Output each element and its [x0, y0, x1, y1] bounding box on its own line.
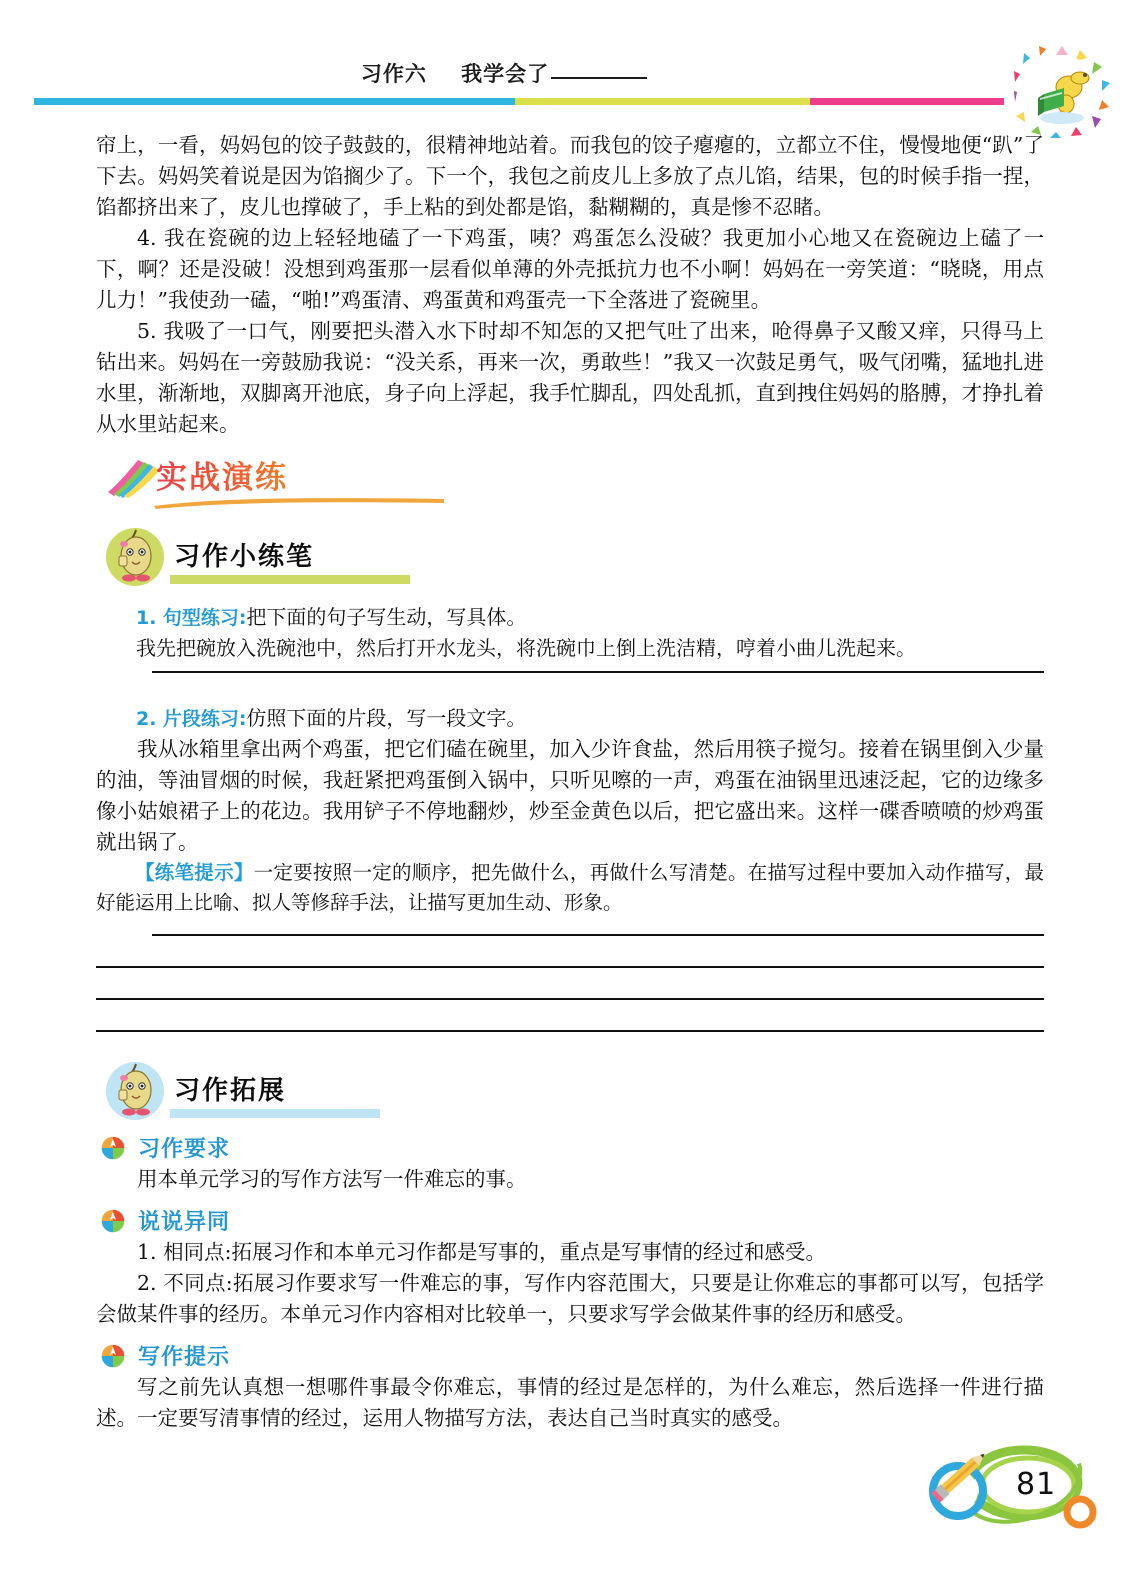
tip-tag: 【练笔提示】: [135, 861, 254, 884]
multicolor-ribbon-icon: [104, 458, 160, 498]
exercise-2-prompt: [96, 703, 1044, 734]
tip-text: 一定要按照一定的顺序，把先做什么，再做什么写清楚。在描写过程中要加入动作描写，最好能运用上比喻、拟人等修辞手法，让描写更加生动、形象。: [96, 861, 1044, 914]
exercise-1-label: 句型练习:: [162, 607, 247, 629]
subsection-label: 习作要求: [138, 1137, 231, 1162]
exercise-2: [96, 703, 1044, 1032]
exercise-2-sample: 我从冰箱里拿出两个鸡蛋，把它们磕在碗里，加入少许食盐，然后用筷子搅匀。接着在锅里倒入少量的油，等油冒烟的时候，我赶紧把鸡蛋倒入锅中，只听见嚓的一声，鸡蛋在油锅里迅速泛起，它的边缘多像小姑娘裙子上的花边。我用铲子不停地翻炒，炒至金黄色以后，把它盛出来。这样一碟香喷喷的炒鸡蛋就出锅了。: [96, 737, 1044, 854]
exercise-2-tip: [96, 858, 1044, 918]
paragraph-5: 5. 我吸了一口气，刚要把头潜入水下时却不知怎的又把气吐了出来，呛得鼻子又酸又痒，只得马上钻出来。妈妈在一旁鼓励我说：“没关系，再来一次，勇敢些！”我又一次鼓足勇气，吸气闭嘴，猛地扎进水里，渐渐地，双脚离开池底，身子向上浮起，我手忙脚乱，四处乱抓，直到拽住妈妈的胳膊，才挣扎着从水里站起来。: [96, 319, 1044, 436]
paragraph-4: 4. 我在瓷碗的边上轻轻地磕了一下鸡蛋，咦？鸡蛋怎么没破？我更加小心地又在瓷碗边上磕了一下，啊？还是没破！没想到鸡蛋那一层看似单薄的外壳抵抗力也不小啊！妈妈在一旁笑道：“晓晓，用点儿力！”我使劲一磕，“啪!”鸡蛋清、鸡蛋黄和鸡蛋壳一下全落进了瓷碗里。: [96, 226, 1044, 312]
exercise-1-sample: 我先把碗放入洗碗池中，然后打开水龙头，将洗碗巾上倒上洗洁精，哼着小曲儿洗起来。: [136, 636, 916, 660]
answer-line[interactable]: [152, 671, 1044, 673]
page-title-main: 我学会了: [461, 62, 550, 86]
extension-badge-heading: [96, 1062, 1044, 1122]
subsection-heading-comparison: [96, 1205, 1044, 1237]
subsection-heading-writing-tips: [96, 1340, 1044, 1372]
exercise-2-label: 片段练习:: [162, 708, 247, 730]
subsection-paragraph: 用本单元学习的写作方法写一件难忘的事。: [137, 1167, 527, 1191]
subsection-paragraph: 2. 不同点:拓展习作要求写一件难忘的事，写作内容范围大，只要是让你难忘的事都可以写，包括学会做某件事的经历。本单元习作内容相对比较单一，只要求写学会做某件事的经历和感受。: [96, 1271, 1044, 1326]
practice-section-title: 实战演练: [156, 452, 288, 497]
exercise-1-prompt: [96, 602, 1044, 633]
exercise-2-instruction: 仿照下面的片段，写一段文字。: [246, 706, 527, 730]
pear-character-mascot-icon: [110, 524, 162, 586]
page-number: 81: [1016, 1467, 1057, 1502]
small-practice-badge-heading: [96, 528, 1044, 588]
subsection-heading-requirements: [96, 1132, 1044, 1164]
small-practice-label: 习作小练笔: [174, 542, 315, 572]
subsection-label: 说说异同: [138, 1210, 231, 1235]
page-header: [0, 0, 1128, 122]
pencil-in-blue-ring-icon: [931, 1449, 989, 1516]
badge-underline-blue: [170, 1109, 380, 1118]
header-rule-pink: [810, 98, 1004, 105]
subsection-paragraph: 写之前先认真想一想哪件事最令你难忘，事情的经过是怎样的，为什么难忘，然后选择一件进行描述。一定要写清事情的经过，运用人物描写方法，表达自己当时真实的感受。: [96, 1375, 1044, 1430]
page-title-unit: 习作六: [360, 62, 427, 86]
answer-line[interactable]: [96, 998, 1044, 1000]
page-content: [96, 130, 1044, 1434]
answer-line[interactable]: [96, 966, 1044, 968]
header-rule-lime: [515, 98, 817, 105]
colored-globe-icon: [100, 1135, 126, 1161]
practice-section-header: [96, 452, 1044, 518]
footer-decoration: [912, 1433, 1112, 1553]
exercise-2-number: 2.: [136, 708, 157, 730]
header-rule-cyan: [34, 98, 525, 105]
subsection-paragraph: 1. 相同点:拓展习作和本单元习作都是写事的，重点是写事情的经过和感受。: [137, 1240, 826, 1264]
badge-underline-green: [170, 575, 410, 584]
colored-globe-icon: [100, 1343, 126, 1369]
exercise-1: [96, 602, 1044, 673]
page-title: [0, 58, 1128, 88]
exercise-2-answer-lines[interactable]: [96, 934, 1044, 1032]
answer-line[interactable]: [96, 1030, 1044, 1032]
paragraph-continued: 帘上，一看，妈妈包的饺子鼓鼓的，很精神地站着。而我包的饺子瘪瘪的，立都立不住，慢慢地便“趴”了下去。妈妈笑着说是因为馅搁少了。下一个，我包之前皮儿上多放了点儿馅，结果，包的时候手指一捏，馅都挤出来了，皮儿也撑破了，手上粘的到处都是馅，黏糊糊的，真是惨不忍睹。: [96, 133, 1044, 219]
title-blank-underline: [551, 77, 647, 79]
subsection-label: 写作提示: [138, 1345, 231, 1370]
pear-character-mascot-icon: [110, 1058, 162, 1120]
exercise-1-number: 1.: [136, 607, 157, 629]
orange-ring-icon: [1067, 1499, 1093, 1525]
exercise-1-answer-lines[interactable]: [96, 671, 1044, 673]
page-footer: [912, 1433, 1112, 1553]
orange-swoosh-underline-icon: [154, 497, 444, 509]
colored-globe-icon: [100, 1208, 126, 1234]
extension-label: 习作拓展: [174, 1076, 287, 1106]
bear-reading-book-icon: [1014, 42, 1110, 138]
exercise-1-instruction: 把下面的句子写生动，写具体。: [246, 605, 527, 629]
answer-line[interactable]: [152, 934, 1044, 936]
